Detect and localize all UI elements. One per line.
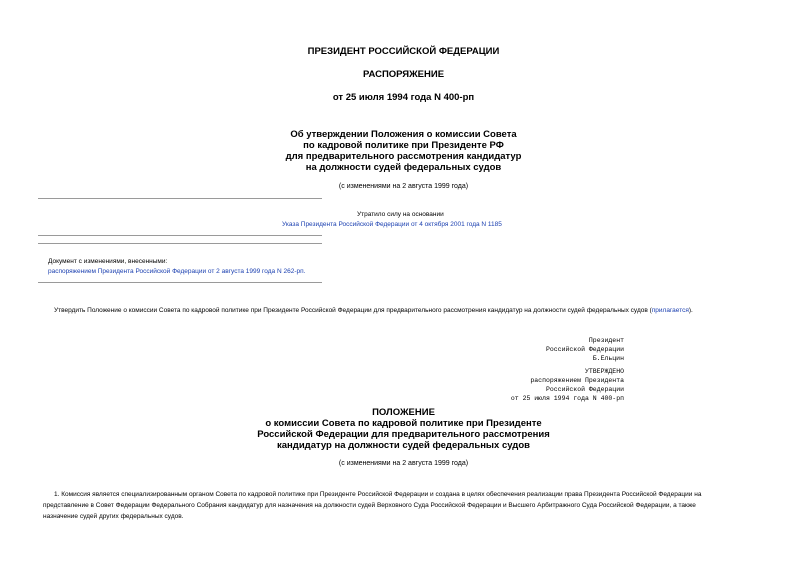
paragraph-line: представление в Совет Федерации Федерального Собрания кандидатур для назначения на должности судей Верховного Суда Российской Федерации и Высшего Арбитражного Суда Российской Федерации, а также [43,502,696,509]
approved-line: распоряжением Президента [530,377,624,384]
amended-note: (с изменениями на 2 августа 1999 года) [338,183,469,190]
changes-label: Документ с изменениями, внесенными: [48,258,168,265]
doc-date-number: от 25 июля 1994 года N 400-рп [332,92,475,103]
regulation-amended-note: (с изменениями на 2 августа 1999 года) [338,460,469,467]
regulation-line: Российской Федерации для предварительного рассмотрения [257,429,550,440]
signature-block [546,336,624,363]
changes-link[interactable]: распоряжением Президента Российской Федерации от 2 августа 1999 года N 262-рп. [48,268,306,275]
approve-paragraph [54,307,693,314]
approved-stamp-block [511,367,624,403]
divider [38,198,322,199]
approve-text: Утвердить Положение о комиссии Совета по кадровой политике при Президенте Российской Федерации для предварительного рассмотрения кандидатур на должности судей федеральных судов ( [54,307,652,314]
annex-link[interactable]: прилагается [651,307,689,314]
regulation-line: кандидатур на должности судей федеральных судов [277,440,530,451]
paragraph-line: назначение судей других федеральных судов. [43,513,184,520]
lost-force-label: Утратило силу на основании [357,211,444,218]
approve-tail: ). [688,307,693,314]
title-line: Об утверждении Положения о комиссии Совета [290,129,517,140]
divider [38,282,322,283]
paragraph-1 [43,489,701,522]
regulation-line: о комиссии Совета по кадровой политике при Президенте [265,418,542,429]
divider [38,243,322,244]
signature-line: Российской Федерации [545,346,624,353]
doc-type-heading: РАСПОРЯЖЕНИЕ [362,69,445,80]
regulation-heading: ПОЛОЖЕНИЕ [372,407,435,418]
divider [38,235,322,236]
approved-line: УТВЕРЖДЕНО [584,368,624,375]
title-line: на должности судей федеральных судов [305,162,502,173]
lost-force-link[interactable]: Указа Президента Российской Федерации от 4 октября 2001 года N 1185 [282,221,502,228]
approved-line: от 25 июля 1994 года N 400-рп [510,395,624,402]
president-heading: ПРЕЗИДЕНТ РОССИЙСКОЙ ФЕДЕРАЦИИ [307,46,500,57]
signature-line: Б.Ельцин [592,355,624,362]
paragraph-line: 1. Комиссия является специализированным органом Совета по кадровой политике при Президенте Российской Федерации и создана в целях обеспечения реализации права Президента Российской Федерации на [54,491,702,498]
signature-line: Президент [588,337,624,344]
regulation-heading-block [0,407,807,451]
title-line: для предварительного рассмотрения кандидатур [285,151,522,162]
document-title [0,129,807,173]
title-line: по кадровой политике при Президенте РФ [303,140,504,151]
approved-line: Российской Федерации [545,386,624,393]
